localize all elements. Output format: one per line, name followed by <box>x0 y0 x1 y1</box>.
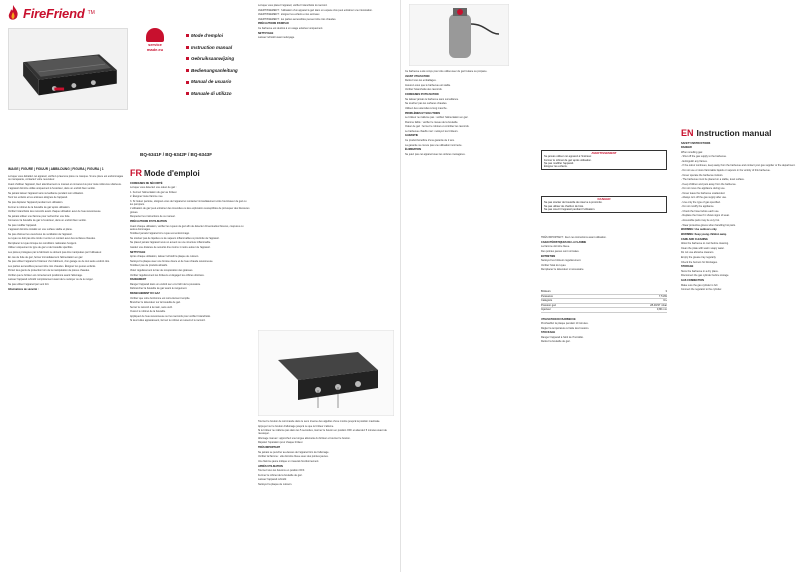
paragraph: - Do not modify the appliance. <box>681 205 715 209</box>
section-heading: TRÈS IMPORTANT <box>258 446 281 450</box>
paragraph: Store the barbecue in a dry place. <box>681 269 719 273</box>
section-heading: NETTOYAGE <box>130 250 146 254</box>
fr-label: Mode d'emploi <box>144 169 200 178</box>
paragraph: Appuyez sur le bouton d'allumage jusqu'à ce que le brûleur s'allume. <box>258 424 334 428</box>
figure-header: IMAGE | FIGURE | FIGUUR | ABBILDUNG | FIGURA | FIGURA | 1 <box>8 167 104 171</box>
table-row <box>541 308 667 313</box>
paragraph: Odeur de gaz : fermez le robinet et contrôlez les raccords. <box>405 125 470 129</box>
danger-line: Ne pas stocker de bouteille de réserve à proximité. <box>544 201 603 205</box>
paragraph: Ne touchez pas les surfaces chaudes. <box>405 102 448 106</box>
section-heading: GAS CONNECTION <box>681 279 704 283</box>
section-heading: AVANT UTILISATION <box>405 74 430 78</box>
paragraph: Retirez tous les emballages. <box>405 79 437 83</box>
table-cell: Puissance <box>541 294 553 298</box>
service-icon <box>146 28 164 42</box>
paragraph: Branchez le détendeur sur la bouteille de gaz. <box>130 301 181 305</box>
paragraph: Répétez l'opération pour chaque brûleur. <box>258 441 304 445</box>
paragraph: - Do not move the appliance during use. <box>681 187 726 191</box>
section-heading: NETTOYAGE <box>258 31 274 35</box>
paragraph: Si le brûleur ne s'allume pas dans les 5 secondes, tournez le bouton en position OFF et attendez 5 minutes avant de réessayer. <box>258 429 387 436</box>
paragraph: Assurez-vous que le barbecue est stable. <box>405 83 451 87</box>
intro-paragraph: Les pièces protégées par le fabricant ne doivent pas être manipulées par l'utilisateur. <box>8 251 102 254</box>
fr-code: FR <box>130 168 142 178</box>
en-code: EN <box>681 128 694 138</box>
section-heading: BRANCHEMENT DU GAZ <box>130 292 160 296</box>
paragraph: Préchauffez la plaque pendant 10 minutes. <box>541 322 589 326</box>
right-text-column-2b <box>541 316 667 345</box>
paragraph: Débranchez la bouteille de gaz avant le rangement. <box>130 287 188 291</box>
language-item[interactable]: Gebruiksaanwijzing <box>186 53 238 65</box>
danger-title: DANGER <box>597 197 611 201</box>
table-cell: Brûleurs <box>541 290 551 293</box>
intro-paragraph: Ne pas obstruer les ouvertures de ventilation de l'appareil. <box>8 232 73 236</box>
paragraph: - Do not use or store flammable liquids or vapours in the vicinity of this barbecue. <box>681 168 771 172</box>
en-title <box>681 128 771 138</box>
section-heading: PROBLÈMES ET SOLUTIONS <box>405 111 441 115</box>
section-heading: CARACTÉRISTIQUES DE LA FLAMME <box>541 240 587 244</box>
intro-paragraph: Tenir les enfants et les animaux éloignés de l'appareil. <box>8 196 68 200</box>
right-page <box>401 0 802 572</box>
paragraph: AVERTISSEMENT : les parties accessibles peuvent être très chaudes. <box>258 17 337 21</box>
paragraph: Vérifiez la flamme : elle doit être bleue avec des pointes jaunes. <box>258 455 329 459</box>
intro-paragraph: En cas de fuite de gaz, fermer immédiatement l'alimentation en gaz. <box>8 255 84 259</box>
paragraph: Tournez le bouton de commande dans le sens inverse des aiguilles d'une montre jusqu'à la position maximale. <box>258 420 381 423</box>
paragraph: Make sure the gas cylinder is full. <box>681 283 718 287</box>
paragraph: Ne jetez pas cet appareil avec les ordures ménagères. <box>405 152 466 156</box>
paragraph: - Never leave the barbecue unattended. <box>681 191 726 195</box>
section-heading: ÉLIMINATION <box>405 148 422 152</box>
paragraph: Do not use abrasive cleaners. <box>681 251 715 255</box>
paragraph: - Replace the hose if it shows signs of wear. <box>681 214 730 218</box>
table-cell: Catégorie <box>541 299 553 302</box>
right-text-column-1 <box>405 70 535 157</box>
paragraph: Laissez l'appareil refroidir. <box>258 478 287 482</box>
model-codes: BQ-6341F / BQ-6342F / BQ-6343F <box>140 152 212 157</box>
warning-title: AVERTISSEMENT <box>591 151 617 155</box>
flame-icon <box>6 4 20 22</box>
intro-paragraph: Laissez l'appareil refroidir complètement avant de le nettoyer ou de le ranger. <box>8 278 94 282</box>
section-heading: STORAGE <box>681 265 694 269</box>
section-heading: WARNING: Use outdoors only. <box>681 228 718 232</box>
paragraph: Tournez tous les boutons en position OFF. <box>258 469 305 473</box>
table-cell: 7,5 kW <box>658 294 667 298</box>
paragraph: - Never operate the barbecue indoors. <box>681 173 724 177</box>
warning-box <box>541 150 667 170</box>
section-heading: UTILISATION DU BARBECUE <box>541 317 576 321</box>
paragraph: TRÈS IMPORTANT : lisez ces instructions avant utilisation. <box>541 236 607 239</box>
paragraph: Laissez refroidir avant nettoyage. <box>258 36 295 40</box>
warning-text-column <box>258 4 394 41</box>
intro-paragraph: Le tuyau ne doit pas être tordu ni entrer en contact avec des surfaces chaudes. <box>8 237 96 241</box>
language-item[interactable]: Manuale di utilizzo <box>186 88 238 100</box>
section-heading: GARANTIE <box>405 134 419 138</box>
paragraph: Lorsque vous placez l'appareil, vérifiez l'étanchéité du raccord. <box>258 4 328 7</box>
table-cell: Pression gaz <box>541 303 556 307</box>
paragraph: Appliquez de l'eau savonneuse sur les raccords pour vérifier l'étanchéité. <box>130 314 211 318</box>
service-line1: service <box>148 42 162 47</box>
paragraph: Lorsque vous détectez une odeur de gaz : <box>130 186 177 190</box>
paragraph: - If the odour continues, keep away from the barbecue and contact your gas supplier or fire department. <box>681 164 796 168</box>
section-heading: PRÉCAUTIONS D'UTILISATION <box>130 220 167 224</box>
section-heading: PRÉCAUTIONS D'EMPLOI <box>258 22 289 26</box>
paragraph: - Use only the type of gas specified. <box>681 200 721 204</box>
section-heading: STOCKAGE <box>541 331 556 335</box>
intro-paragraph: L'appareil doit être utilisé uniquement à l'extérieur, dans un endroit bien ventilé. <box>8 187 96 191</box>
paragraph: - Shut off the gas supply to the barbecue. <box>681 155 727 159</box>
paragraph: Clean the plate with warm soapy water. <box>681 246 725 250</box>
intro-paragraph: Ne pas modifier l'appareil. <box>8 223 37 227</box>
intro-paragraph: Utiliser uniquement le type de gaz et de bouteille spécifiés. <box>8 246 74 250</box>
fr-text-column <box>130 180 250 324</box>
service-logo <box>143 28 167 52</box>
table-cell: 3 <box>665 290 667 293</box>
warning-line: Éloigner les enfants. <box>544 165 568 169</box>
paragraph: - Always turn off the gas supply after use. <box>681 196 727 200</box>
paragraph: 2. Éteignez toute flamme nue. <box>130 195 164 199</box>
intro-paragraph: Ne jamais laisser l'appareil sans surveillance pendant son utilisation. <box>8 191 84 195</box>
section-heading: CONSIGNES DE SÉCURITÉ <box>130 181 163 185</box>
regulator-illustration <box>409 4 509 66</box>
paragraph: Retirez la bouteille de gaz. <box>541 340 571 344</box>
intro-paragraph: Ne pas déplacer l'appareil pendant son utilisation. <box>8 200 64 204</box>
intro-paragraph: Fermer le robinet de la bouteille de gaz après utilisation. <box>8 205 71 209</box>
paragraph: Si des bulles apparaissent, fermez le robinet et resserrez le raccord. <box>130 319 206 323</box>
paragraph: Après chaque utilisation, laissez refroidir la plaque de cuisson. <box>130 255 199 259</box>
paragraph: Videz régulièrement le bac de récupération des graisses. <box>130 268 194 272</box>
paragraph: Remplacez le détendeur si nécessaire. <box>541 268 585 272</box>
paragraph: AVERTISSEMENT : éloigner les enfants et les animaux. <box>258 13 321 17</box>
language-item[interactable]: Bedienungsanleitung <box>186 65 238 77</box>
paragraph: - Accessible parts may be very hot. <box>681 219 720 222</box>
intro-paragraph: Ne pas utiliser l'appareil à l'intérieur d'un bâtiment, d'un garage ou de tout autre endroit clos. <box>8 260 110 264</box>
service-line2: made.eu <box>146 47 164 52</box>
brand-name: FireFriend <box>23 5 85 21</box>
language-item[interactable]: Mode d'emploi <box>186 30 238 42</box>
product-image <box>8 28 128 110</box>
section-heading: CARE AND CLEANING <box>681 237 708 241</box>
paragraph: Une flamme jaune indique un mauvais fonctionnement. <box>258 459 320 463</box>
paragraph: When smelling gas: <box>681 150 703 154</box>
section-heading: RANGEMENT <box>130 278 147 282</box>
paragraph: L'utilisation de gaz peut entraîner des incendies ou des explosions susceptibles de provoquer des blessures graves. <box>130 207 250 214</box>
intro-paragraph: Les parties accessibles peuvent être très chaudes. Éloignez les jeunes enfants. <box>8 264 96 268</box>
paragraph: Utilisez des ustensiles à long manche. <box>405 106 448 110</box>
intro-paragraph: Avant d'utiliser l'appareil, lisez attentivement ce manuel et conservez-le pour toute référence ultérieure. <box>8 182 122 186</box>
language-item[interactable]: Instruction manual <box>186 42 238 54</box>
paragraph: - Extinguish any flames. <box>681 159 708 163</box>
paragraph: Flamme faible : vérifiez le niveau de la bouteille. <box>405 120 459 124</box>
burner-illustration <box>258 330 394 416</box>
paragraph: Ce barbecue a été conçu pour être utilisé avec du gaz butane ou propane. <box>405 70 488 73</box>
section-heading: SAFETY INSTRUCTIONS <box>681 141 711 145</box>
language-list <box>186 30 238 100</box>
paragraph: Le barbecue chauffe mal : nettoyez les brûleurs. <box>405 129 459 133</box>
section-heading: WARNING: Keep young children away. <box>681 233 727 237</box>
paragraph: Réglez la température à l'aide des boutons. <box>541 326 590 330</box>
paragraph: La flamme doit être bleue. <box>541 245 570 249</box>
paragraph: Ne placez jamais l'appareil sous un auvent ou une structure inflammable. <box>130 241 211 245</box>
paragraph: Rangez l'appareil à l'abri de l'humidité. <box>541 335 584 339</box>
table-cell: 28-30/37 mbar <box>650 303 667 307</box>
danger-line: Ne pas couvrir l'appareil pendant l'utilisation. <box>544 207 596 211</box>
danger-line: Ne pas utiliser de charbon de bois. <box>544 204 584 208</box>
intro-paragraph: Remplacer le tuyau lorsque les conditions nationales l'exigent. <box>8 241 77 245</box>
intro-paragraph: Portez des gants de protection lors de la manipulation de pièces chaudes. <box>8 269 90 273</box>
section-heading: CONSIGNES D'UTILISATION <box>405 93 439 97</box>
paragraph: Check the burners for blockages. <box>681 260 718 264</box>
table-cell: 0,80 mm <box>656 308 667 311</box>
paragraph: La garantie ne couvre pas une utilisation incorrecte. <box>405 143 463 147</box>
paragraph: - Keep children and pets away from the barbecue. <box>681 182 737 186</box>
intro-paragraph: Vérifier l'étanchéité des raccords avant chaque utilisation avec de l'eau savonneuse. <box>8 210 102 214</box>
danger-box <box>541 196 667 213</box>
paragraph: 3. Si l'odeur persiste, éloignez-vous de l'appareil et contactez immédiatement votre fournisseur de gaz ou les pompiers. <box>130 199 247 206</box>
paragraph: Rangez l'appareil dans un endroit sec et à l'abri de la poussière. <box>130 282 201 286</box>
paragraph: Connect the regulator to the cylinder. <box>681 288 722 292</box>
fr-text-column-2 <box>258 420 394 487</box>
paragraph: Empty the grease tray regularly. <box>681 255 717 259</box>
paragraph: Nettoyez la plaque de cuisson. <box>258 482 293 486</box>
paragraph: Vérifiez régulièrement les brûleurs et dégagez les orifices obstrués. <box>130 273 205 277</box>
paragraph: Ce barbecue est destiné à un usage extérieur uniquement. <box>258 26 324 30</box>
paragraph: Nettoyez la plaque avec une brosse douce et de l'eau chaude savonneuse. <box>130 259 214 263</box>
section-heading: APRÈS UTILISATION <box>258 464 283 468</box>
burner-diagram <box>258 330 394 416</box>
warning-line: Fermer le robinet de gaz après utilisation. <box>544 158 592 162</box>
warning-line: Ne pas modifier l'appareil. <box>544 161 574 165</box>
paragraph: Allumage manuel : approchez une longue allumette du brûleur et tournez le bouton. <box>258 436 351 440</box>
language-item[interactable]: Manual de usuario <box>186 76 238 88</box>
intro-text-column <box>8 175 126 292</box>
paragraph: Ne stockez pas de liquides ou de vapeurs inflammables à proximité de l'appareil. <box>130 236 220 240</box>
table-cell: I3+ <box>663 299 667 302</box>
right-text-column-2 <box>541 236 667 273</box>
paragraph: Des pointes jaunes sont normales. <box>541 249 580 253</box>
brand-logo <box>6 4 95 22</box>
paragraph: Vérifiez l'état du tuyau. <box>541 263 567 267</box>
section-heading: ENTRETIEN <box>541 254 556 258</box>
paragraph: - The barbecue must be placed on a stable, level surface. <box>681 178 745 182</box>
paragraph: Gardez une distance de sécurité d'au moins 1 mètre autour de l'appareil. <box>130 246 211 250</box>
en-label: Instruction manual <box>696 128 772 138</box>
paragraph: N'utilisez jamais l'appareil si le tuyau est endommagé. <box>130 232 190 236</box>
paragraph: Vérifiez que votre bonbonne est correctement remplie. <box>130 296 191 300</box>
specs-table <box>541 290 667 313</box>
intro-paragraph: Ne pas utiliser l'appareil par vent fort. <box>8 282 50 286</box>
warning-line: Ne jamais utiliser cet appareil à l'intérieur. <box>544 155 592 159</box>
paragraph: Vérifiez l'étanchéité des raccords. <box>405 88 443 92</box>
intro-paragraph: Conserver la bouteille de gaz à l'extérieur, dans un endroit bien ventilé. <box>8 219 87 223</box>
paragraph: Avant chaque utilisation, vérifiez les tuyaux de gaz afin de détecter d'éventuelles fissures, coupures ou autres dommages. <box>130 224 244 231</box>
paragraph: Nettoyez les brûleurs régulièrement. <box>541 259 582 263</box>
paragraph: Allow the barbecue to cool before cleaning. <box>681 242 729 246</box>
en-text-column <box>681 140 797 293</box>
paragraph: AVERTISSEMENT : l'utilisation d'un appareil à gaz dans un espace clos peut entraîner une intoxication. <box>258 8 373 12</box>
paragraph: Respectez les instructions de ce manuel. <box>130 215 176 219</box>
fr-title <box>130 168 200 178</box>
intro-paragraph: Ne jamais utiliser une flamme pour rechercher une fuite. <box>8 214 71 218</box>
paragraph: - Check the hose before each use. <box>681 209 720 213</box>
intro-paragraph: Lorsque vous déballez cet appareil, vérifiez qu'aucune pièce ne manque. Si une pièce est endommagée ou manquante, contactez votre revendeur. <box>8 175 124 182</box>
brand-trademark: TM <box>87 10 95 16</box>
intro-heading: Informations de sécurité : <box>8 287 39 291</box>
paragraph: Le brûleur ne s'allume pas : vérifiez l'alimentation en gaz. <box>405 116 469 120</box>
intro-paragraph: Vérifier que le brûleur est correctement positionné avant l'allumage. <box>8 273 83 277</box>
section-heading: DANGER <box>681 146 692 150</box>
paragraph: Serrez le raccord à la main, sans outil. <box>130 305 173 309</box>
paragraph: Ce produit bénéficie d'une garantie de 2 ans. <box>405 139 455 143</box>
paragraph: Ne laissez jamais le barbecue sans surveillance. <box>405 97 459 101</box>
grill-illustration <box>9 29 127 109</box>
paragraph: N'utilisez pas de produits abrasifs. <box>130 264 168 268</box>
intro-paragraph: L'appareil doit être installé sur une surface stable et plane. <box>8 228 73 232</box>
table-cell: Injecteur <box>541 308 551 311</box>
paragraph: 1. Fermez l'alimentation du gaz au brûleur. <box>130 190 178 194</box>
paragraph: Fermez le robinet de la bouteille de gaz. <box>258 473 303 477</box>
regulator-diagram <box>409 4 509 66</box>
paragraph: - Wear protective gloves when handling hot parts. <box>681 223 736 227</box>
paragraph: Ouvrez le robinet de la bouteille. <box>130 310 166 314</box>
paragraph: Ne jamais se pencher au-dessus de l'appareil lors de l'allumage. <box>258 450 330 454</box>
paragraph: Disconnect the gas cylinder before storage. <box>681 274 730 278</box>
